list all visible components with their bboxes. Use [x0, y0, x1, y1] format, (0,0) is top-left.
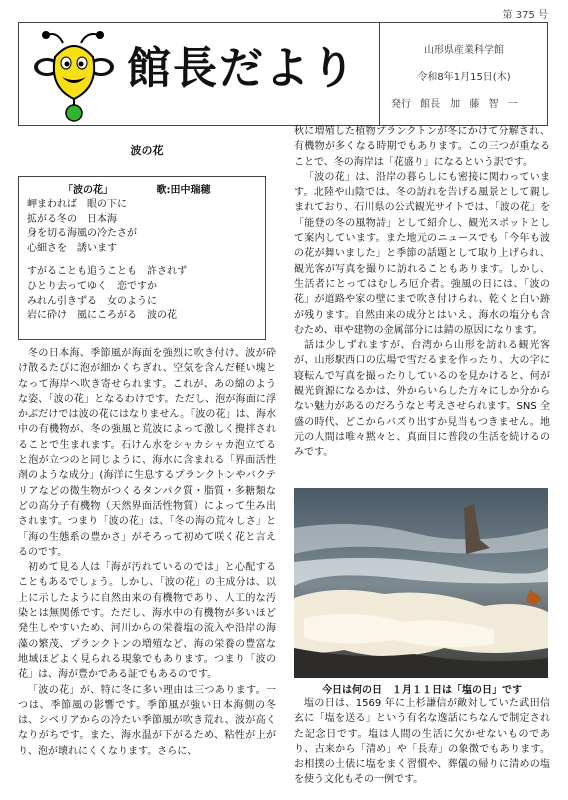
right-column-text [294, 124, 550, 461]
poem-line: 岬まわれば 眼の下に [27, 199, 127, 210]
left-body-text [18, 346, 276, 759]
article-title: 波の花 [130, 144, 164, 157]
poem-line: ひとり去ってゆく 恋ですか [27, 280, 157, 292]
paragraph: 塩の日は、1569 年に上杉謙信が敵対していた武田信玄に「塩を送る」という有名な逸話にちなんで制定された記念日です。塩は人間の生活に欠かせないものであり、古来から「清め」や「長寿」の象徴でもあります。お相撲の土俵に塩をまく習慣や、葬儀の帰りに清めの塩を使う文化もその一例です。 [294, 698, 550, 786]
wave-flower-photo [294, 488, 548, 678]
paragraph: 「波の花」は、沿岸の暮らしにも密接に関わっています。北陸や山陰では、冬の訪れを告げる風景として親しまれており、石川県の公式観光サイトでは、「波の花」を「能登の冬の風物詩」として紹介し、観光スポットとして案内しています。また地元のニュースでも「今年も波の花が舞いました」と季節の話題として取り上げられ、観光客が写真を撮りに訪れることもあります。しかし、生活者にとってはむしろ厄介者。強風の日には、「波の花」が道路や家の壁にまで吹き付けられ、乾くと白い跡が残ります。自然由来の成分とはいえ、海水の塩分も含むため、車や建物の金属部分には錆の原因になります。 [294, 171, 550, 336]
paragraph: 冬の日本海、季節風が海面を強烈に吹き付け、波が砕け散るたびに泡が細かくちぎれ、空気を含んだ軽い塊となって海岸へ吹き寄せられます。これが、あの綿のような姿、「波の花」となるわけです。ただし、泡が海面に浮かぶだけでは波の花にはなりません。「波の花」は、海水中の有機物が、冬の強風と荒波によって激しく攪拌されることで生まれます。石けん水をシャカシャカ泡立てると泡が立つのと同じように、海水に含まれる「界面活性剤のような成分」(海洋に生息するプランクトンやバクテリアなどの微生物がつくるタンパク質・脂質・多糖類などの高分子有機物（天然界面活性物質）によって生み出されます。つまり「波の花」は、「冬の海の荒々しさ」と「海の生態系の豊かさ」がそろって初めて咲く花と言えるのです。 [18, 348, 276, 558]
poem-line: 拡がる冬の 日本海 [27, 213, 117, 225]
publisher-line: 発行 館長 加 藤 智 一 [391, 99, 518, 110]
museum-name: 山形県産業科学館 [424, 45, 504, 56]
poem-line: みれん引きずる 女のように [27, 295, 157, 307]
mascot-bee-icon [29, 27, 119, 123]
publication-date: 令和8年1月15日(木) [417, 72, 511, 83]
salt-day-text [294, 696, 550, 788]
poem-header [63, 181, 257, 196]
newsletter-header [18, 22, 548, 126]
poem-author: 歌:田中瑞穂 [156, 185, 211, 196]
poem-box [18, 176, 266, 340]
paragraph: 話は少しずれますが、台湾から山形を訪れる観光客が、山形駅西口の広場で雪だるまを作ったり、大の字に寝転んで写真を撮ったりしているのを見かけると、何が観光資源になるかは、外からいらした方々にしか分からない魅力があるのだろうなと考えさせられます。SNS 全盛の時代、どこからバズり出すか見当もつきません。地元の人間は唯々黙々と、真面目に普段の生活を続けるのみです。 [294, 340, 550, 459]
poem-line: 心細さを 誘います [27, 242, 117, 254]
poem-line: すがることも追うことも 許されず [27, 266, 187, 278]
photo-caption: 今日は何の日 １月１１日は「塩の日」です [322, 685, 522, 696]
paragraph: 初めて見る人は「海が汚れているのでは」と心配することもあるでしょう。しかし、「波の花」の主成分は、以上に示したように自然由来の有機物であり、人工的な汚染とは無関係です。ただし、海水中の有機物が多いほど発生しやすいため、河川からの栄養塩の流入や沿岸の海藻の繁茂、プランクトンの増殖など、海の栄養の豊富な地域ほどよく見られる現象でもあります。つまり「波の花」は、海が豊かである証でもあるのです。 [18, 562, 276, 681]
paragraph: 「波の花」が、特に冬に多い理由は三つあります。一つは、季節風の影響です。季節風が強い日本海側の冬は、シベリアからの冷たい季節風が吹き荒れ、波が高くなりがちです。また、海水温が下がるため、粘性が上がり、泡が壊れにくくなります。さらに、 [18, 684, 276, 757]
newsletter-title: 館長だより [127, 43, 357, 94]
poem-line: 岩に砕け 風にころがる 波の花 [27, 310, 177, 322]
header-divider [379, 23, 380, 125]
paragraph: 秋に増殖した植物プランクトンが冬にかけて分解され、有機物が多くなる時期でもあります。この三つが重なることで、冬の海岸は「花盛り」になるという訳です。 [294, 126, 550, 168]
poem-line: 身を切る海風の冷たさが [27, 228, 137, 240]
left-column [18, 132, 276, 757]
issue-number: 第 375 号 [502, 10, 548, 21]
poem-title: 「波の花」 [63, 185, 113, 196]
